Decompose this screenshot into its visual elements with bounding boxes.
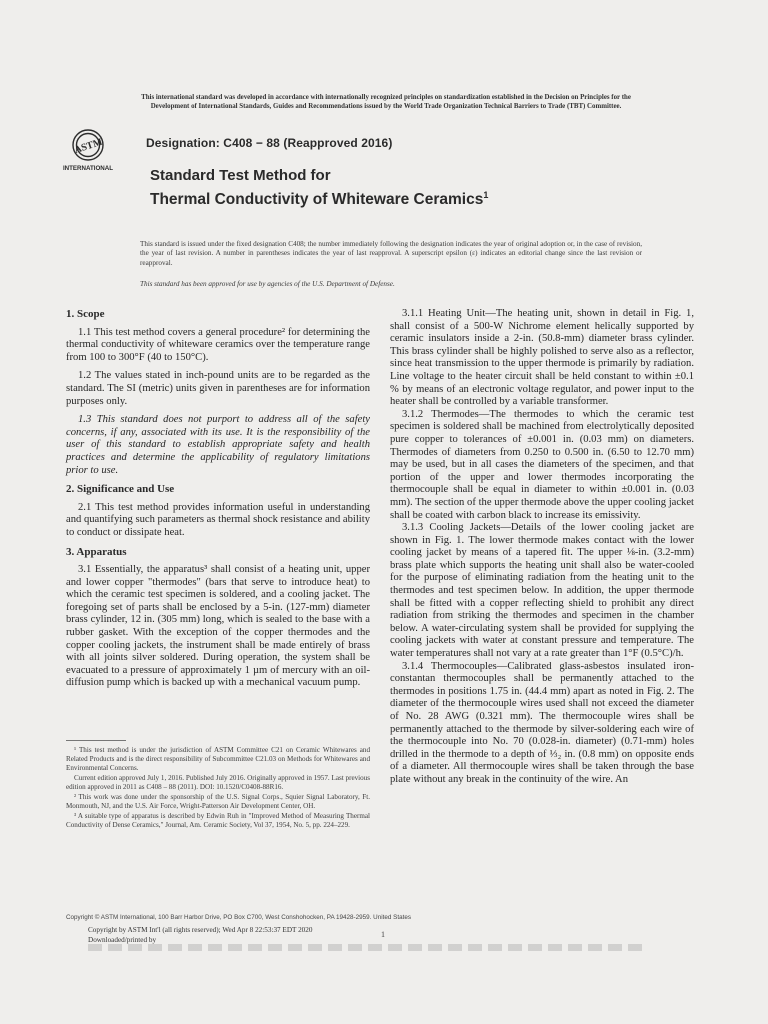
footnotes (66, 746, 370, 831)
copyright-line: Copyright © ASTM International, 100 Barr Harbor Drive, PO Box C700, West Conshohocken, PA 19428-2959. United States (66, 914, 411, 921)
section-significance-heading: 2. Significance and Use (66, 483, 175, 496)
para-3-1-2: 3.1.2 Thermodes—The thermodes to which the ceramic test specimen is soldered shall be machined from electrolytically deposited pure copper to tolerances of ±0.001 in. (0.03 mm) on diameters. Thermodes of diameters from 0.250 to 0.500 in. (6.50 to 12.70 mm) may be used, but in all cases the diameters of the specimen, and that portion of the upper and lower thermodes incorporating the thermocouple shall be equal in diameter to within ±0.001 in. (0.03 mm). The section of the upper thermode above the upper cooling jacket shall be coated with carbon black to increase its emissivity. (390, 408, 694, 521)
section-apparatus-heading: 3. Apparatus (66, 545, 127, 558)
footnote-2: ² This work was done under the sponsorship of the U.S. Signal Corps., Squier Signal Laboratory, Ft. Monmouth, NJ, and the U.S. Air Force, Wright-Patterson Air Development Center, OH. (66, 793, 370, 810)
para-3-1-4: 3.1.4 Thermocouples—Calibrated glass-asbestos insulated iron-constantan thermocouples shall be permanently attached to the thermodes in positions 1.75 in. (44.4 mm) apart as noted in Fig. 2. The diameter of the thermocouple wires used shall not exceed the diameter of No. 28 AWG (0.321 mm). The thermocouple wires shall be permanently attached to the thermode by silver-soldering each wire of the thermocouple into No. 70 (0.028-in. diameter) (0.71-mm) holes drilled in the thermode to a depth of ⅓₂ in. (0.8 mm) on opposite ends of a diameter. All thermocouple wires shall be taken through the base plate without any break in the continuity of the wire. An (390, 660, 694, 785)
section-scope-heading: 1. Scope (66, 308, 105, 320)
downloaded-by: Downloaded/printed by (88, 935, 157, 944)
redacted-license-line (88, 944, 648, 951)
title-line2 (150, 185, 630, 210)
title-main: Thermal Conductivity of Whiteware Ceramics (150, 191, 484, 209)
wto-notice-line1: This international standard was developed in accordance with internationally recognized principles on standardization established in the Decision on Principles for the (141, 94, 631, 101)
footnote-1-edition: Current edition approved July 1, 2016. Published July 2016. Originally approved in 1957. Last previous edition approved in 2011 as C408 – 88 (2011). DOI: 10.1520/C0408-88R16. (66, 774, 370, 791)
title-block (150, 166, 630, 210)
designation-label: Designation: C408 − 88 (Reapproved 2016) (146, 136, 393, 150)
para-1-3: 1.3 This standard does not purport to address all of the safety concerns, if any, associated with its use. It is the responsibility of the user of this standard to establish appropriate safety and health practices and determine the applicability of regulatory limitations prior to use. (66, 414, 370, 476)
footnote-3: ³ A suitable type of apparatus is described by Edwin Ruh in "Improved Method of Measuring Thermal Conductivity of Dense Ceramics," Journal, Am. Ceramic Society, Vol 37, 1954, No. 5, pp. 224–229. (66, 812, 370, 829)
page-number: 1 (381, 930, 385, 939)
wto-notice-line2: Development of International Standards, Guides and Recommendations issued by the World Trade Organization Technical Barriers to Trade (TBT) Committee. (150, 103, 622, 110)
right-column (390, 308, 694, 787)
para-3-1: 3.1 Essentially, the apparatus³ shall consist of a heating unit, upper and lower copper "thermodes" (bars that serve to introduce heat) to which the ceramic test specimen is soldered, and a cooling jacket. The foregoing set of parts shall be enclosed by a 5-in. (127-mm) diameter brass cylinder, 12 in. (305 mm) long, which is sealed to the base with a rubber gasket. With the exception of the copper thermodes and the copper cooling jackets, the instrument shall be made entirely of brass with all joints silver soldered. During operation, the system shall be evacuated to a pressure of approximately 1 µm of mercury with an oil-diffusion pump which is backed up with a mechanical vacuum pump. (66, 564, 370, 689)
para-3-1-1: 3.1.1 Heating Unit—The heating unit, shown in detail in Fig. 1, shall consist of a 500-W Nichrome element helically supported by ceramic insulators inside a 2-in. (50.8-mm) diameter brass cylinder. This brass cylinder shall be highly polished to serve also as a reflector, since heat transmission to the upper thermode is primarily by radiation. Line voltage to the heater circuit shall be held constant to within ±0.1 % by means of an electronic voltage regulator, and power input to the heater shall be controlled by a variable transformer. (390, 308, 694, 408)
footnote-1: ¹ This test method is under the jurisdiction of ASTM Committee C21 on Ceramic Whitewares and Related Products and is the direct responsibility of Subcommittee C21.03 on Methods for Whitewares and Environmental Concerns. (66, 746, 370, 772)
astm-monogram: ASTM (73, 136, 104, 157)
astm-logo (62, 124, 138, 174)
download-stamp (88, 926, 488, 945)
left-column (66, 308, 370, 690)
title-footnote-mark: 1 (483, 190, 489, 200)
copyright-by: Copyright by ASTM Int'l (all rights reserved); Wed Apr 8 22:53:37 EDT 2020 (88, 926, 313, 934)
wto-notice (70, 93, 702, 111)
logo-international-text: INTERNATIONAL (62, 165, 114, 172)
para-2-1: 2.1 This test method provides information useful in understanding and quantifying such parameters as thermal shock resistance and ability to conduct or dissipate heat. (66, 501, 370, 538)
title-line1: Standard Test Method for (150, 167, 331, 184)
para-3-1-3: 3.1.3 Cooling Jackets—Details of the lower cooling jacket are shown in Fig. 1. The lower thermode makes contact with the lower cooling jacket by means of a tapered fit. The upper ⅛-in. (3.2-mm) brass plate which supports the heating unit shall also be water-cooled for the purpose of eliminating radiation from the heating unit to the thermodes and test specimen below. In addition, the upper thermode shall be fitted with a copper reflecting shield to prohibit any direct radiation from striking the thermodes and specimen in the chamber below. A water-circulating system shall be provided for supplying the cooling jackets with water at constant pressure and temperature. The water temperatures shall not vary at a rate greater than 1°F (0.5°C)/h. (390, 522, 694, 660)
footnote-divider (66, 740, 126, 741)
standard-issuance-note: This standard is issued under the fixed designation C408; the number immediately following the designation indicates the year of original adoption or, in the case of revision, the year of last revision. A number in parentheses indicates the year of last reapproval. A superscript epsilon (ε) indicates an editorial change since the last revision or reapproval. (140, 240, 642, 267)
para-1-1: 1.1 This test method covers a general procedure² for determining the thermal conductivity of whiteware ceramics over the temperature range from 100 to 300°F (40 to 150°C). (66, 326, 370, 363)
para-1-2: 1.2 The values stated in inch-pound units are to be regarded as the standard. The SI (metric) units given in parentheses are for information purposes only. (66, 370, 370, 407)
dod-approval-note: This standard has been approved for use by agencies of the U.S. Department of Defense. (140, 280, 395, 288)
